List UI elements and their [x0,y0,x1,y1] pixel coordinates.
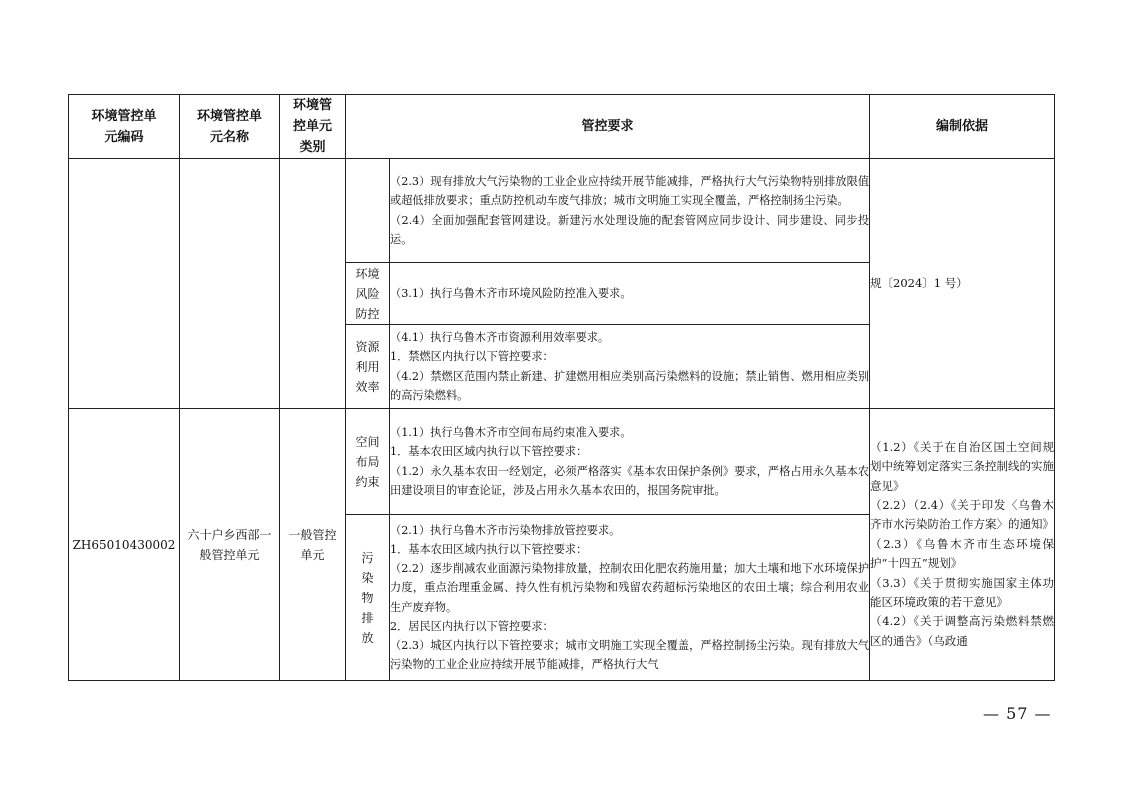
requirement-line: （2.3）现有排放大气污染物的工业企业应持续开展节能减排，严格执行大气污染物特别排放限值或超低排放要求；重点防控机动车废气排放；城市文明施工实现全覆盖，严格控制扬尘污染。 [390,175,870,208]
header-unit-type [280,95,346,159]
basis-line: （2.2）（2.4）《关于印发〈乌鲁木齐市水污染防治工作方案〉的通知》 [870,497,1055,532]
basis-line: （4.2）《关于调整高污染燃料禁燃区的通告》（乌政通 [870,614,1055,648]
control-requirements-table [68,94,1055,681]
unit-code-cell: ZH65010430002 [69,409,180,681]
requirements-cell [390,409,870,515]
basis-cell [870,409,1055,681]
requirement-line: （1.2）永久基本农田一经划定，必须严格落实《基本农田保护条例》要求，严格占用永久基本农田建设项目的审查论证，涉及占用永久基本农田的，报国务院审批。 [390,464,870,497]
requirement-line: 2．居民区内执行以下管控要求： [390,619,554,633]
header-unit-code [69,95,180,159]
requirements-cell [390,159,870,263]
requirement-line: （2.4）全面加强配套管网建设。新建污水处理设施的配套管网应同步设计、同步建设、同步投运。 [390,213,870,246]
unit-type-cell [280,409,346,681]
table-row [69,159,1055,263]
header-unit-name [180,95,280,159]
requirement-line: （4.2）禁燃区范围内禁止新建、扩建燃用相应类别高污染燃料的设施；禁止销售、燃用相应类别的高污染燃料。 [390,369,870,402]
requirement-line: （3.1）执行乌鲁木齐市环境风险防控准入要求。 [390,286,632,300]
unit-name-text: 六十户乡西部一般管控单元 [187,527,272,562]
requirement-line: 1．基本农田区域内执行以下管控要求： [390,542,588,556]
unit-code-cell [69,159,180,409]
requirement-line: （2.3）城区内执行以下管控要求；城市文明施工实现全覆盖，严格控制扬尘污染。现有排放大气污染物的工业企业应持续开展节能减排，严格执行大气 [390,638,870,672]
category-cell [346,263,390,325]
category-cell [346,409,390,515]
requirements-cell [390,263,870,325]
requirement-line: （2.1）执行乌鲁木齐市污染物排放管控要求。 [390,523,621,537]
category-text: 环境风险防控 [355,266,380,321]
requirement-line: （2.2）逐步削减农业面源污染物排放量，控制农田化肥农药施用量；加大土壤和地下水环境保护力度，重点治理重金属、持久性有机污染物和残留农药超标污染地区的农田土壤；综合利用农业生产废弃物。 [390,562,870,614]
header-requirements: 管控要求 [346,95,870,159]
basis-line: （3.3）《关于贯彻实施国家主体功能区环境政策的若干意见》 [870,575,1055,610]
requirements-cell [390,325,870,409]
unit-name-cell [180,159,280,409]
category-text: 资源利用效率 [355,339,380,394]
category-cell [346,325,390,409]
unit-type-cell [280,159,346,409]
requirement-line: （4.1）执行乌鲁木齐市资源利用效率要求。 [390,331,610,345]
category-text: 空间布局约束 [355,434,380,489]
requirements-cell [390,515,870,681]
requirement-line: （1.1）执行乌鲁木齐市空间布局约束准入要求。 [390,426,632,440]
basis-line: （2.3）《乌鲁木齐市生态环境保护“十四五”规划》 [870,536,1055,571]
basis-line: 规〔2024〕1 号） [870,275,968,290]
requirement-line: 1．禁燃区内执行以下管控要求： [390,350,554,364]
page-number: — 57 — [983,704,1052,723]
header-unit-code-text: 环境管控单元编码 [91,108,157,145]
category-cell [346,159,390,263]
table-header-row [69,95,1055,159]
header-unit-name-text: 环境管控单元名称 [196,108,262,145]
table-row [69,409,1055,515]
basis-cell [870,159,1055,409]
unit-type-text: 一般管控单元 [288,527,337,562]
header-unit-type-text: 环境管控单元类别 [292,98,332,155]
unit-name-cell [180,409,280,681]
category-cell [346,515,390,681]
header-basis: 编制依据 [870,95,1055,159]
basis-line: （1.2）《关于在自治区国土空间规划中统筹划定落实三条控制线的实施意见》 [870,439,1055,493]
requirement-line: 1．基本农田区域内执行以下管控要求： [390,445,588,459]
category-text: 污染物排放 [361,550,374,645]
